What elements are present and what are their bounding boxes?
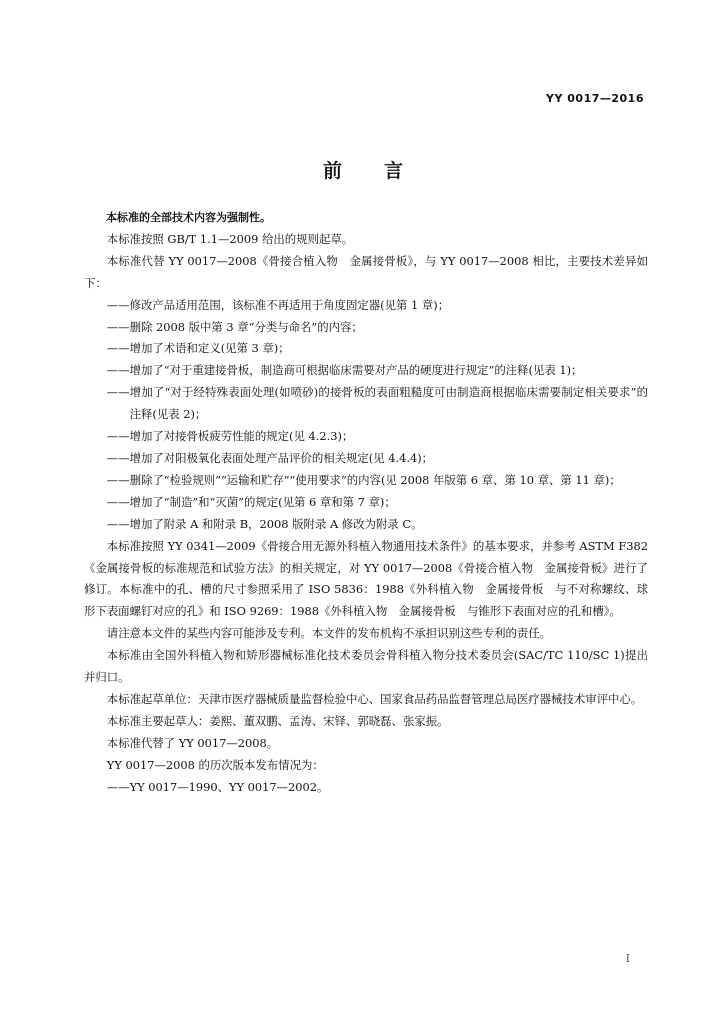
mandatory-statement: 本标准的全部技术内容为强制性。 — [106, 211, 271, 224]
document-code: YY 0017—2016 — [546, 92, 644, 105]
changes-list — [84, 295, 648, 536]
main-drafters-paragraph: 本标准主要起草人：姜熙、董双鹏、孟涛、宋铎、郭晓磊、张家振。 — [106, 713, 449, 728]
drafting-rules-paragraph: 本标准按照 GB/T 1.1—2009 给出的规则起草。 — [106, 231, 354, 246]
foreword-body — [84, 207, 648, 798]
proposing-committee-paragraph: 本标准由全国外科植入物和矫形器械标准化技术委员会骨科植入物分技术委员会(SAC/TC 110/SC 1)提出并归口。 — [84, 648, 648, 685]
version-history-intro: YY 0017—2008 的历次版本发布情况为： — [106, 757, 324, 772]
change-item: ——增加了对接骨板疲劳性能的规定(见 4.2.3)； — [106, 429, 354, 444]
change-item: ——增加了对阳极氧化表面处理产品评价的相关规定(见 4.4.4)； — [106, 450, 434, 465]
patent-notice-paragraph: 请注意本文件的某些内容可能涉及专利。本文件的发布机构不承担识别这些专利的责任。 — [106, 626, 552, 641]
page-number: I — [625, 952, 630, 965]
change-item: ——增加了附录 A 和附录 B，2008 版附录 A 修改为附录 C。 — [106, 516, 423, 531]
version-history-item: ——YY 0017—1990、YY 0017—2002。 — [106, 779, 329, 794]
change-item: ——删除 2008 版中第 3 章“分类与命名”的内容； — [106, 319, 363, 334]
replaces-paragraph: 本标准代替了 YY 0017—2008。 — [106, 735, 279, 750]
drafting-organizations-paragraph: 本标准起草单位：天津市医疗器械质量监督检验中心、国家食品药品监督管理总局医疗器械技术审评中心。 — [106, 691, 643, 706]
change-item: ——删除了“检验规则”“运输和贮存”“使用要求”的内容(见 2008 年版第 6 章、第 10 章、第 11 章)； — [106, 472, 621, 487]
change-item: ——增加了“对于经特殊表面处理(如喷砂)的接骨板的表面粗糙度可由制造商根据临床需要制定相关要求”的注释(见表 2)； — [106, 385, 648, 422]
reference-paragraph: 本标准按照 YY 0341—2009《骨接合用无源外科植入物通用技术条件》的基本要求，并参考 ASTM F382《金属接骨板的标准规范和试验方法》的相关规定，对 YY 0017—2008《骨接合植入物 金属接骨板》进行了修订。本标准中的孔、槽的尺寸参照采用了 ISO 5836：1988《外科植入物 金属接骨板 与不对称螺纹、球形下表面螺钉对应的孔》和 ISO 9269：1988《外科植入物 金属接骨板 与锥形下表面对应的孔和槽》。 — [84, 538, 648, 619]
change-item: ——增加了“制造”和“灭菌”的规定(见第 6 章和第 7 章)； — [106, 494, 396, 509]
change-item: ——增加了“对于重建接骨板，制造商可根据临床需要对产品的硬度进行规定”的注释(见表 1)； — [106, 363, 583, 378]
section-title: 前言 — [322, 160, 445, 182]
change-item: ——增加了术语和定义(见第 3 章)； — [106, 341, 290, 356]
replacement-paragraph: 本标准代替 YY 0017—2008《骨接合植入物 金属接骨板》，与 YY 0017—2008 相比，主要技术差异如下： — [84, 253, 648, 290]
change-item: ——修改产品适用范围，该标准不再适用于角度固定器(见第 1 章)； — [106, 297, 450, 312]
